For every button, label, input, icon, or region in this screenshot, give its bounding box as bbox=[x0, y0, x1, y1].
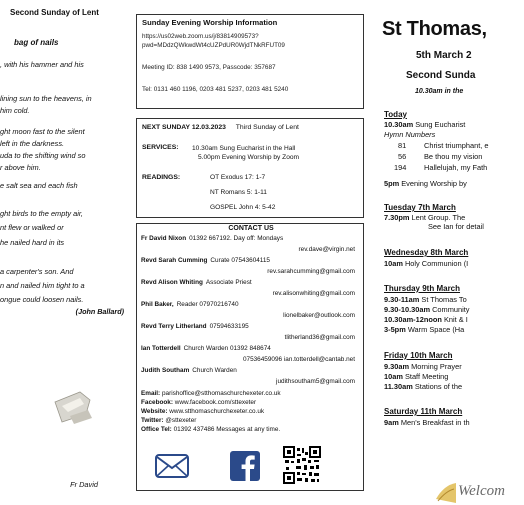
poem-line: n and nailed him tight to a bbox=[0, 281, 85, 290]
next-sunday-title bbox=[142, 124, 299, 131]
bulletin-date: 5th March 2 bbox=[416, 50, 472, 61]
hymn-2-title: Be thou my vision bbox=[424, 152, 483, 161]
email-row bbox=[141, 390, 281, 398]
readings-label: READINGS: bbox=[142, 174, 181, 181]
contact-email[interactable]: rev.dave@virgin.net bbox=[298, 246, 355, 253]
contact-name: Revd Sarah Cumming bbox=[141, 257, 208, 264]
today-service-text: Sung Eucharist bbox=[413, 120, 466, 129]
contact-entry bbox=[141, 367, 237, 375]
welcome-banner bbox=[434, 455, 524, 505]
thursday-time-3: 10.30am-12noon bbox=[384, 315, 442, 324]
envelope-icon[interactable] bbox=[155, 452, 189, 480]
wednesday-time: 10am bbox=[384, 259, 403, 268]
facebook-label: Facebook: bbox=[141, 399, 173, 406]
contact-detail: Curate 07543604115 bbox=[210, 257, 270, 264]
contact-entry bbox=[273, 290, 355, 298]
hymn-2-number: 56 bbox=[398, 152, 407, 161]
thursday-text-3: Knit & I bbox=[441, 315, 468, 324]
poem-heading: Second Sunday of Lent bbox=[10, 8, 99, 17]
contact-entry bbox=[285, 334, 355, 342]
poem-line: r above him. bbox=[0, 163, 41, 172]
tuesday-time: 7.30pm bbox=[384, 213, 410, 222]
meeting-id: Meeting ID: 838 1490 9573, Passcode: 357687 bbox=[142, 64, 276, 71]
contact-detail: Church Warden 01392 848674 bbox=[183, 345, 271, 352]
thursday-line-4 bbox=[384, 325, 464, 334]
saturday-line-1 bbox=[384, 418, 470, 427]
contact-name: Revd Alison Whiting bbox=[141, 279, 203, 286]
friday-text-1: Morning Prayer bbox=[409, 362, 462, 371]
friday-line-2 bbox=[384, 372, 448, 381]
poem-line: left in the darkness. bbox=[0, 139, 65, 148]
twitter-label: Twitter: bbox=[141, 417, 164, 424]
contact-title: CONTACT US bbox=[228, 225, 274, 232]
contact-detail: 07594633195 bbox=[209, 323, 249, 330]
welcome-text: Welcom bbox=[458, 483, 505, 499]
zoom-link-line2[interactable]: pwd=MDdzQWkwdWt4cUZPdUR0WjdTNkRFUT09 bbox=[142, 42, 285, 49]
zoom-link[interactable] bbox=[142, 32, 362, 50]
contact-entry bbox=[299, 246, 355, 254]
contact-name: Fr David Nixon bbox=[141, 235, 187, 242]
hymn-1-number: 81 bbox=[398, 141, 407, 150]
friday-time-2: 10am bbox=[384, 372, 403, 381]
contact-email[interactable]: 07536459096 ian.totterdell@cantab.net bbox=[242, 356, 355, 363]
poem-line: ongue could loosen nails. bbox=[0, 295, 84, 304]
contact-email[interactable]: tlitherland36@gmail.com bbox=[284, 334, 355, 341]
dial-in-numbers: Tel: 0131 460 1196, 0203 481 5237, 0203 481 5240 bbox=[142, 86, 289, 93]
reading-nt: NT Romans 5: 1-11 bbox=[210, 189, 267, 196]
email-label: Email: bbox=[141, 390, 161, 397]
thursday-time-4: 3-5pm bbox=[384, 325, 406, 334]
contact-box bbox=[136, 223, 364, 491]
section-wednesday-head: Wednesday 8th March bbox=[384, 248, 469, 257]
worship-info-box bbox=[136, 14, 364, 109]
evening-text: Evening Worship by bbox=[399, 179, 467, 188]
twitter-row bbox=[141, 417, 196, 425]
contact-entry bbox=[276, 378, 355, 386]
poem-line: him cold. bbox=[0, 106, 30, 115]
wednesday-text: Holy Communion (I bbox=[402, 259, 469, 268]
service-1: 10.30am Sung Eucharist in the Hall bbox=[192, 145, 296, 152]
evening-worship bbox=[384, 179, 467, 188]
hymn-3-title: Hallelujah, my Fath bbox=[424, 163, 488, 172]
contact-entry bbox=[141, 235, 283, 243]
office-row bbox=[141, 426, 280, 434]
thursday-text-1: St Thomas To bbox=[419, 295, 467, 304]
reading-ot: OT Exodus 17: 1-7 bbox=[210, 174, 266, 181]
office-tel: 01392 437486 Messages at any time. bbox=[173, 426, 281, 433]
service-2: 5.00pm Evening Worship by Zoom bbox=[198, 154, 300, 161]
thursday-time-2: 9.30-10.30am bbox=[384, 305, 431, 314]
section-today-head: Today bbox=[384, 110, 407, 119]
poem-line: he nailed hard in its bbox=[0, 238, 65, 247]
facebook-link[interactable]: www.facebook.com/sttexeter bbox=[174, 399, 257, 406]
worship-info-title: Sunday Evening Worship Information bbox=[142, 18, 278, 27]
contact-name: Phil Baker, bbox=[141, 301, 174, 308]
tuesday-text: Lent Group. The bbox=[409, 213, 466, 222]
poem-line: ght birds to the empty air, bbox=[0, 209, 83, 218]
facebook-row bbox=[141, 399, 256, 407]
next-sunday-name: Third Sunday of Lent bbox=[235, 124, 299, 131]
poem-line: nt flew or walked or bbox=[0, 223, 64, 232]
next-sunday-box bbox=[136, 118, 364, 218]
contact-email[interactable]: judithsoutham5@gmail.com bbox=[276, 378, 355, 385]
reading-gospel: GOSPEL John 4: 5-42 bbox=[210, 204, 276, 211]
services-label: SERVICES: bbox=[142, 144, 179, 151]
contact-name: Judith Southam bbox=[141, 367, 190, 374]
contact-email[interactable]: lionelbaker@outlook.com bbox=[283, 312, 355, 319]
bulletin-column bbox=[370, 0, 505, 500]
website-link[interactable]: www.stthomaschurchexeter.co.uk bbox=[169, 408, 265, 415]
poem-line: uda to the shifting wind so bbox=[0, 151, 86, 160]
friday-line-3 bbox=[384, 382, 462, 391]
poem-author: (John Ballard) bbox=[75, 307, 124, 316]
poem-subtitle: bag of nails bbox=[14, 38, 59, 47]
thursday-time-1: 9.30-11am bbox=[384, 295, 420, 304]
info-column bbox=[136, 14, 364, 500]
contact-entry bbox=[141, 345, 271, 353]
poem-line: e salt sea and each fish bbox=[0, 181, 78, 190]
tuesday-line-2: See Ian for detail bbox=[428, 222, 484, 231]
bulletin-sunday: Second Sunda bbox=[406, 70, 476, 81]
email-link[interactable]: parishoffice@stthomaschurchexeter.co.uk bbox=[161, 390, 281, 397]
section-thursday-head: Thursday 9th March bbox=[384, 284, 461, 293]
friday-text-2: Staff Meeting bbox=[402, 372, 449, 381]
poem-line: lining sun to the heavens, in bbox=[0, 94, 92, 103]
today-service-time: 10.30am bbox=[384, 120, 414, 129]
section-saturday-head: Saturday 11th March bbox=[384, 407, 463, 416]
website-row bbox=[141, 408, 264, 416]
contact-entry bbox=[283, 312, 355, 320]
church-photo bbox=[0, 340, 132, 480]
contact-entry bbox=[267, 268, 355, 276]
office-label: Office Tel: bbox=[141, 426, 172, 433]
poem-column bbox=[0, 0, 132, 500]
contact-entry bbox=[141, 279, 252, 287]
friday-text-3: Stations of the bbox=[412, 382, 463, 391]
thursday-line-1 bbox=[384, 295, 467, 304]
contact-entry bbox=[141, 257, 270, 265]
contact-detail: Associate Priest bbox=[205, 279, 252, 286]
bulletin-time: 10.30am in the bbox=[415, 88, 464, 95]
contact-name: Ian Totterdell bbox=[141, 345, 181, 352]
poem-line: a carpenter's son. And bbox=[0, 267, 74, 276]
hymn-1-title: Christ triumphant, e bbox=[424, 141, 489, 150]
poem-line: , with his hammer and his bbox=[0, 60, 84, 69]
friday-line-1 bbox=[384, 362, 462, 371]
thursday-line-3 bbox=[384, 315, 468, 324]
contact-entry bbox=[243, 356, 355, 364]
website-label: Website: bbox=[141, 408, 168, 415]
wednesday-line-1 bbox=[384, 259, 468, 268]
tuesday-line-1 bbox=[384, 213, 465, 222]
contact-name: Revd Terry Litherland bbox=[141, 323, 207, 330]
contact-detail: 01392 667192. Day off: Mondays bbox=[189, 235, 284, 242]
thursday-text-4: Warm Space (Ha bbox=[405, 325, 465, 334]
friday-time-3: 11.30am bbox=[384, 382, 413, 391]
church-title: St Thomas, bbox=[382, 18, 487, 40]
evening-time: 5pm bbox=[384, 179, 400, 188]
saturday-text: Men's Breakfast in th bbox=[398, 418, 470, 427]
contact-entry bbox=[141, 301, 239, 309]
contact-entry bbox=[141, 323, 249, 331]
contact-detail: Church Warden bbox=[192, 367, 237, 374]
contact-detail: Reader 07970216740 bbox=[176, 301, 239, 308]
next-sunday-date: NEXT SUNDAY 12.03.2023 bbox=[142, 124, 226, 131]
section-tuesday-head: Tuesday 7th March bbox=[384, 203, 456, 212]
qr-code-icon[interactable] bbox=[283, 446, 321, 484]
saturday-time: 9am bbox=[384, 418, 399, 427]
section-friday-head: Friday 10th March bbox=[384, 351, 453, 360]
today-service bbox=[384, 120, 465, 129]
photo-caption: Fr David bbox=[70, 480, 98, 489]
contact-email[interactable]: rev.sarahcumming@gmail.com bbox=[267, 268, 355, 275]
hymn-numbers-label: Hymn Numbers bbox=[384, 130, 436, 139]
thursday-line-2 bbox=[384, 305, 469, 314]
facebook-icon[interactable] bbox=[229, 450, 261, 482]
hymn-3-number: 194 bbox=[394, 163, 407, 172]
thursday-text-2: Community bbox=[430, 305, 470, 314]
zoom-link-line1[interactable]: https://us02web.zoom.us/j/83814909573? bbox=[142, 33, 259, 40]
friday-time-1: 9.30am bbox=[384, 362, 410, 371]
poem-line: ght moon fast to the silent bbox=[0, 127, 85, 136]
contact-email[interactable]: rev.alisonwhiting@gmail.com bbox=[272, 290, 355, 297]
twitter-link[interactable]: @sttexeter bbox=[165, 417, 197, 424]
